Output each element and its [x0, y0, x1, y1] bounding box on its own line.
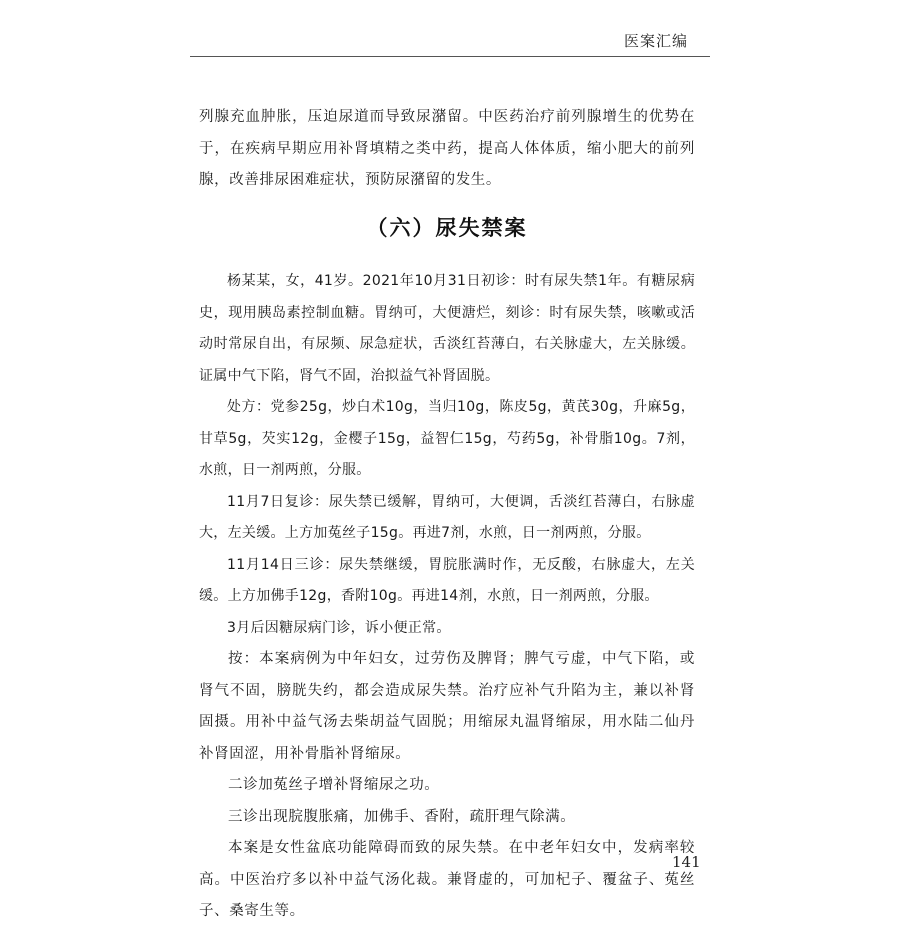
case-paragraph-second-visit: 11月7日复诊：尿失禁已缓解，胃纳可，大便调，舌淡红苔薄白，右脉虚大，左关缓。上方加菟丝子15g。再进7剂，水煎，日一剂两煎，分服。: [199, 493, 695, 541]
commentary-paragraph-analysis: 按：本案病例为中年妇女，过劳伤及脾肾；脾气亏虚，中气下陷，或肾气不固，膀胱失约，都会造成尿失禁。治疗应补气升陷为主，兼以补肾固摄。用补中益气汤去柴胡益气固脱；用缩尿丸温肾缩尿，用水陆二仙丹补肾固涩，用补骨脂补肾缩尿。: [199, 651, 695, 762]
case-paragraph-intake: 杨某某，女，41岁。2021年10月31日初诊：时有尿失禁1年。有糖尿病史，现用胰岛素控制血糖。胃纳可，大便溏烂，刻诊：时有尿失禁，咳嗽或活动时常尿自出，有尿频、尿急症状，舌淡红苔薄白，右关脉虚大，左关脉缓。证属中气下陷，肾气不固，治拟益气补肾固脱。: [199, 273, 695, 384]
section-title: （六）尿失禁案: [366, 216, 528, 240]
intro-paragraph: 列腺充血肿胀，压迫尿道而导致尿潴留。中医药治疗前列腺增生的优势在于，在疾病早期应用补肾填精之类中药，提高人体体质，缩小肥大的前列腺，改善排尿困难症状，预防尿潴留的发生。: [199, 109, 695, 188]
header-rule: [190, 56, 710, 57]
case-paragraph-followup: 3月后因糖尿病门诊，诉小便正常。: [227, 619, 451, 636]
case-body: [199, 266, 695, 928]
commentary-paragraph-third: 三诊出现脘腹胀痛，加佛手、香附，疏肝理气除满。: [228, 808, 576, 825]
commentary-paragraph-summary: 本案是女性盆底功能障碍而致的尿失禁。在中老年妇女中，发病率较高。中医治疗多以补中益气汤化裁。兼肾虚的，可加杞子、覆盆子、菟丝子、桑寄生等。: [199, 840, 695, 919]
intro-block: [199, 102, 695, 197]
case-paragraph-third-visit: 11月14日三诊：尿失禁继缓，胃脘胀满时作，无反酸，右脉虚大，左关缓。上方加佛手12g，香附10g。再进14剂，水煎，日一剂两煎，分服。: [199, 556, 695, 604]
case-paragraph-prescription: 处方：党参25g，炒白术10g，当归10g，陈皮5g，黄芪30g，升麻5g，甘草5g，芡实12g，金樱子15g，益智仁15g，芍药5g，补骨脂10g。7剂，水煎，日一剂两煎，分服。: [199, 399, 695, 478]
page-number: 141: [672, 853, 701, 871]
running-head-title: 医案汇编: [623, 32, 688, 50]
commentary-paragraph-second: 二诊加菟丝子增补肾缩尿之功。: [228, 777, 440, 793]
